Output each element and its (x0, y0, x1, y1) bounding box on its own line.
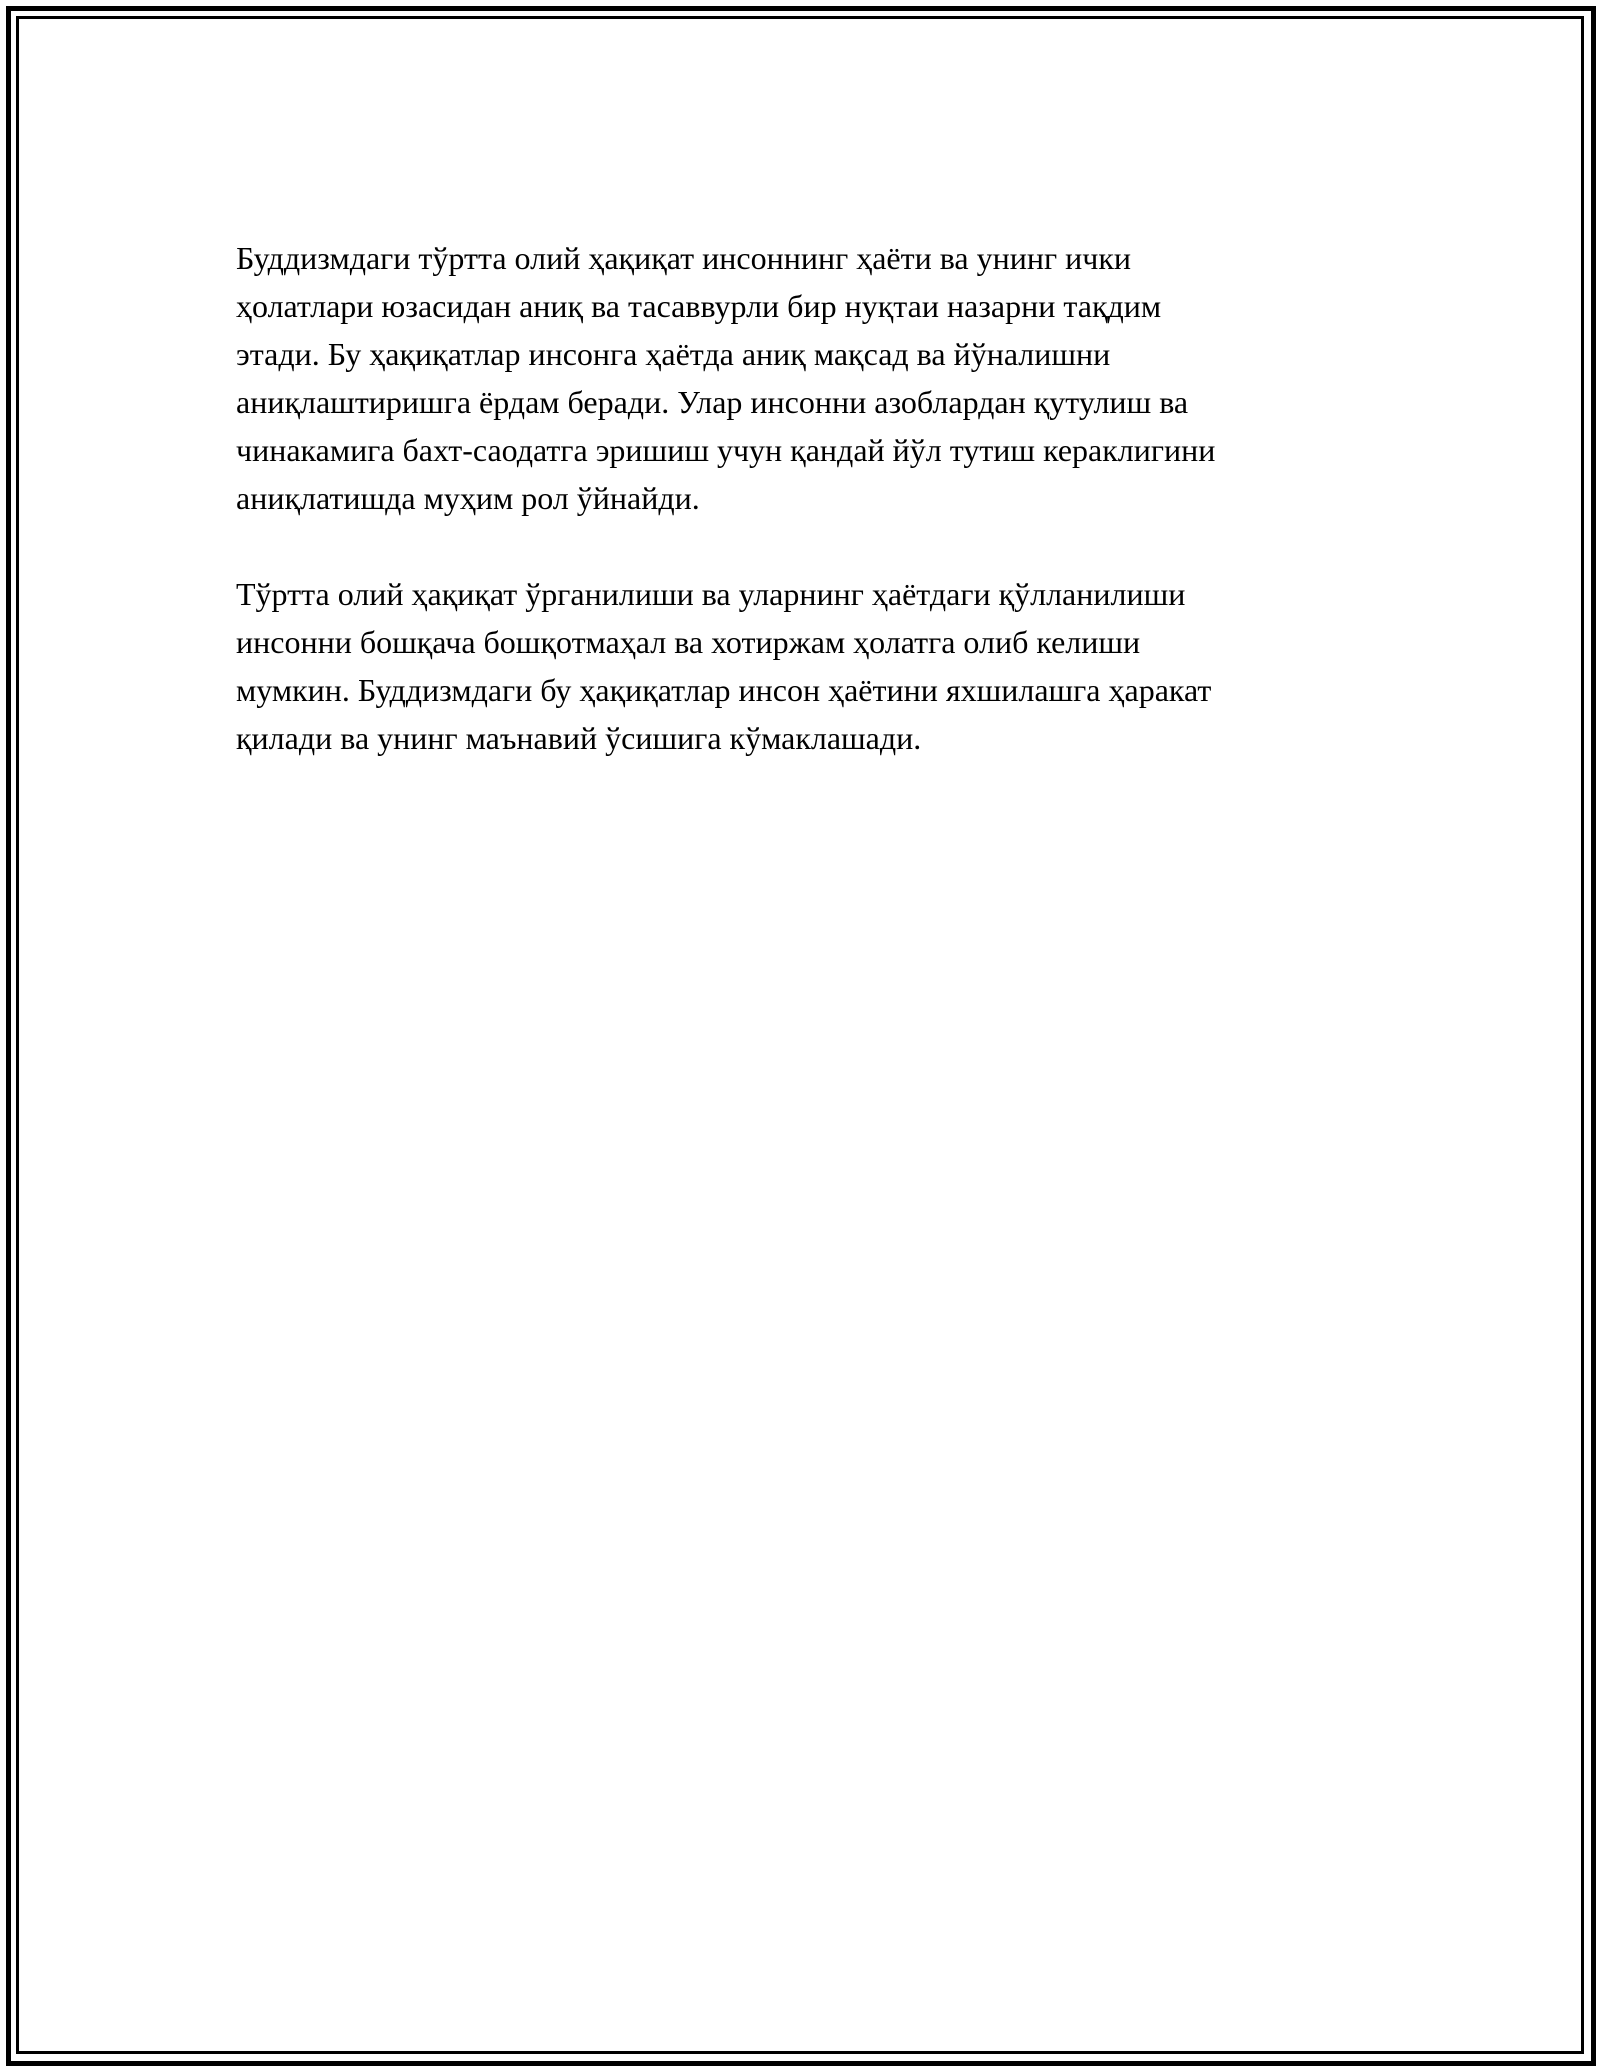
paragraph-line: инсонни бошқача бошқотмаҳал ва хотиржам ҳолатга олиб келиши (236, 624, 1141, 660)
paragraph-line: Буддизмдаги тўртта олий ҳақиқат инсоннинг ҳаёти ва унинг ички (236, 240, 1131, 276)
paragraph-line: аниқлатишда муҳим рол ўйнайди. (236, 480, 700, 516)
paragraph-line: қилади ва унинг маънавий ўсишига кўмаклашади. (236, 720, 922, 756)
paragraph-line: чинакамига бахт-саодатга эришиш учун қандай йўл тутиш кераклигини (236, 432, 1216, 468)
paragraph-line: ҳолатлари юзасидан аниқ ва тасаввурли бир нуқтаи назарни тақдим (236, 288, 1162, 324)
paragraph-line: Тўртта олий ҳақиқат ўрганилиши ва уларнинг ҳаётдаги қўлланилиши (236, 576, 1186, 612)
document-body (236, 234, 1386, 810)
paragraph-line: мумкин. Буддизмдаги бу ҳақиқатлар инсон ҳаётини яхшилашга ҳаракат (236, 672, 1212, 708)
paragraph-line: аниқлаштиришга ёрдам беради. Улар инсонни азоблардан қутулиш ва (236, 384, 1189, 420)
paragraph-1 (236, 234, 1386, 522)
paragraph-line: этади. Бу ҳақиқатлар инсонга ҳаётда аниқ мақсад ва йўналишни (236, 336, 1111, 372)
paragraph-2 (236, 570, 1386, 762)
